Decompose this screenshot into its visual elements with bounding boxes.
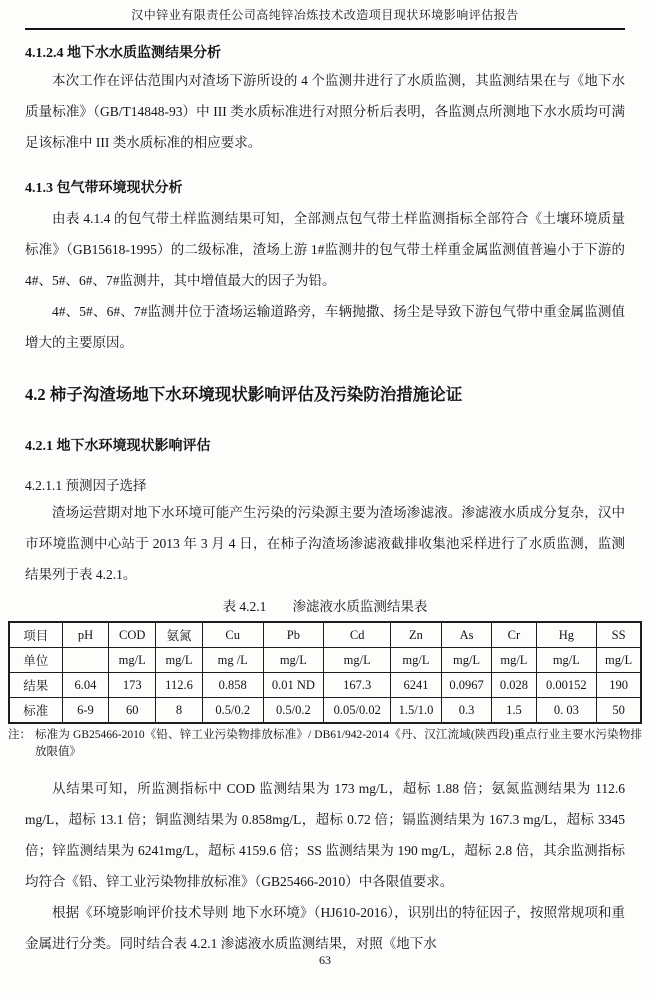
table-caption — [25, 597, 625, 617]
table-cell: 0.3 — [441, 698, 492, 724]
table-header-cell: 氨氮 — [156, 622, 203, 648]
table-header-cell: Pb — [263, 622, 324, 648]
table-cell: 50 — [597, 698, 641, 724]
table-cell: 167.3 — [324, 673, 391, 698]
table-header-cell: pH — [62, 622, 109, 648]
table-cell: 0.028 — [492, 673, 536, 698]
table-header-cell: Zn — [391, 622, 442, 648]
results-table-wrap — [8, 621, 642, 724]
table-header-row — [9, 622, 641, 648]
leachate-results-table — [8, 621, 642, 724]
table-cell: 173 — [109, 673, 156, 698]
table-cell: 0.858 — [202, 673, 263, 698]
table-cell: 0.01 ND — [263, 673, 324, 698]
table-header-cell: Cu — [202, 622, 263, 648]
table-row-units — [9, 648, 641, 673]
table-header-cell: Hg — [536, 622, 597, 648]
table-cell: 0.5/0.2 — [263, 698, 324, 724]
table-cell: 60 — [109, 698, 156, 724]
paragraph-groundwater-quality: 本次工作在评估范围内对渣场下游所设的 4 个监测井进行了水质监测，其监测结果在与《地下水质量标准》（GB/T14848-93）中 III 类水质标准进行对照分析后表明，各监测点所测地下水水质均可满足该标准中 III 类水质标准的相应要求。 — [25, 73, 625, 150]
table-cell: mg/L — [536, 648, 597, 673]
table-cell: mg/L — [324, 648, 391, 673]
table-cell: 6241 — [391, 673, 442, 698]
table-note — [8, 727, 642, 761]
table-cell: mg/L — [156, 648, 203, 673]
table-note-text: 标准为 GB25466-2010《铅、锌工业污染物排放标准》/ DB61/942-2014《丹、汉江流域(陕西段)重点行业主要水污染物排放限值》 — [35, 729, 642, 758]
table-header-cell: 项目 — [9, 622, 62, 648]
table-cell: 6.04 — [62, 673, 109, 698]
section-heading-4-2-1-1: 4.2.1.1 预测因子选择 — [25, 478, 147, 493]
page-number: 63 — [319, 953, 331, 967]
paragraph-vadose-zone-results: 由表 4.1.4 的包气带土样监测结果可知，全部测点包气带土样监测指标全部符合《土壤环境质量标准》（GB15618-1995）的二级标准，渣场上游 1#监测井的包气带土样重金属监测值普遍小于下游的 4#、5#、6#、7#监测井，其中增值最大的因子为铅。 — [25, 211, 625, 288]
table-header-cell: Cd — [324, 622, 391, 648]
table-cell: 0.05/0.02 — [324, 698, 391, 724]
table-cell: 标准 — [9, 698, 62, 724]
table-cell: 6-9 — [62, 698, 109, 724]
table-cell: 112.6 — [156, 673, 203, 698]
table-cell: mg/L — [441, 648, 492, 673]
table-cell: 0.0967 — [441, 673, 492, 698]
table-cell: 8 — [156, 698, 203, 724]
table-row-standards — [9, 698, 641, 724]
table-cell: 190 — [597, 673, 641, 698]
paragraph-leachate-sampling: 渣场运营期对地下水环境可能产生污染的污染源主要为渣场渗滤液。渗滤液水质成分复杂，汉中市环境监测中心站于 2013 年 3 月 4 日，在柿子沟渣场渗滤液截排收集池采样进行了水质监测，监测结果列于表 4.2.1。 — [25, 505, 625, 582]
paragraph-exceedance-analysis: 从结果可知，所监测指标中 COD 监测结果为 173 mg/L，超标 1.88 倍；氨氮监测结果为 112.6 mg/L，超标 13.1 倍；铜监测结果为 0.858mg/L，超标 0.72 倍；镉监测结果为 167.3 mg/L，超标 3345 倍；锌监测结果为 6241mg/L，超标 4159.6 倍；SS 监测结果为 190 mg/L，超标 2.8 倍，其余监测指标均符合《铅、锌工业污染物排放标准》（GB25466-2010）中各限值要求。 — [25, 781, 625, 889]
table-row-results — [9, 673, 641, 698]
table-header-cell: Cr — [492, 622, 536, 648]
table-cell: 0. 03 — [536, 698, 597, 724]
table-cell: mg/L — [263, 648, 324, 673]
table-cell: 0.00152 — [536, 673, 597, 698]
table-cell — [62, 648, 109, 673]
table-cell: 单位 — [9, 648, 62, 673]
paragraph-vadose-zone-cause: 4#、5#、6#、7#监测井位于渣场运输道路旁，车辆抛撒、扬尘是导致下游包气带中重金属监测值增大的主要原因。 — [25, 304, 625, 350]
table-cell: mg /L — [202, 648, 263, 673]
table-note-prefix: 注： — [8, 729, 31, 741]
section-heading-4-2: 4.2 柿子沟渣场地下水环境现状影响评估及污染防治措施论证 — [25, 385, 463, 404]
section-heading-4-2-1: 4.2.1 地下水环境现状影响评估 — [25, 439, 211, 454]
table-cell: 1.5 — [492, 698, 536, 724]
table-cell: mg/L — [492, 648, 536, 673]
table-header-cell: COD — [109, 622, 156, 648]
table-cell: mg/L — [597, 648, 641, 673]
table-cell: 0.5/0.2 — [202, 698, 263, 724]
table-header-cell: As — [441, 622, 492, 648]
section-heading-4-1-2-4: 4.1.2.4 地下水水质监测结果分析 — [25, 46, 221, 61]
table-cell: 结果 — [9, 673, 62, 698]
doc-header — [25, 8, 625, 30]
table-cell: mg/L — [391, 648, 442, 673]
table-caption-title: 渗滤液水质监测结果表 — [292, 599, 428, 614]
section-heading-4-1-3: 4.1.3 包气带环境现状分析 — [25, 181, 183, 196]
table-header-cell: SS — [597, 622, 641, 648]
doc-header-title: 汉中锌业有限责任公司高纯锌冶炼技术改造项目现状环境影响评估报告 — [131, 8, 519, 22]
table-cell: 1.5/1.0 — [391, 698, 442, 724]
table-cell: mg/L — [109, 648, 156, 673]
table-caption-label: 表 4.2.1 — [222, 599, 267, 614]
paragraph-factor-identification: 根据《环境影响评价技术导则 地下水环境》（HJ610-2016），识别出的特征因子，按照常规项和重金属进行分类。同时结合表 4.2.1 渗滤液水质监测结果，对照《地下水 — [25, 905, 625, 951]
page-footer — [0, 953, 650, 968]
